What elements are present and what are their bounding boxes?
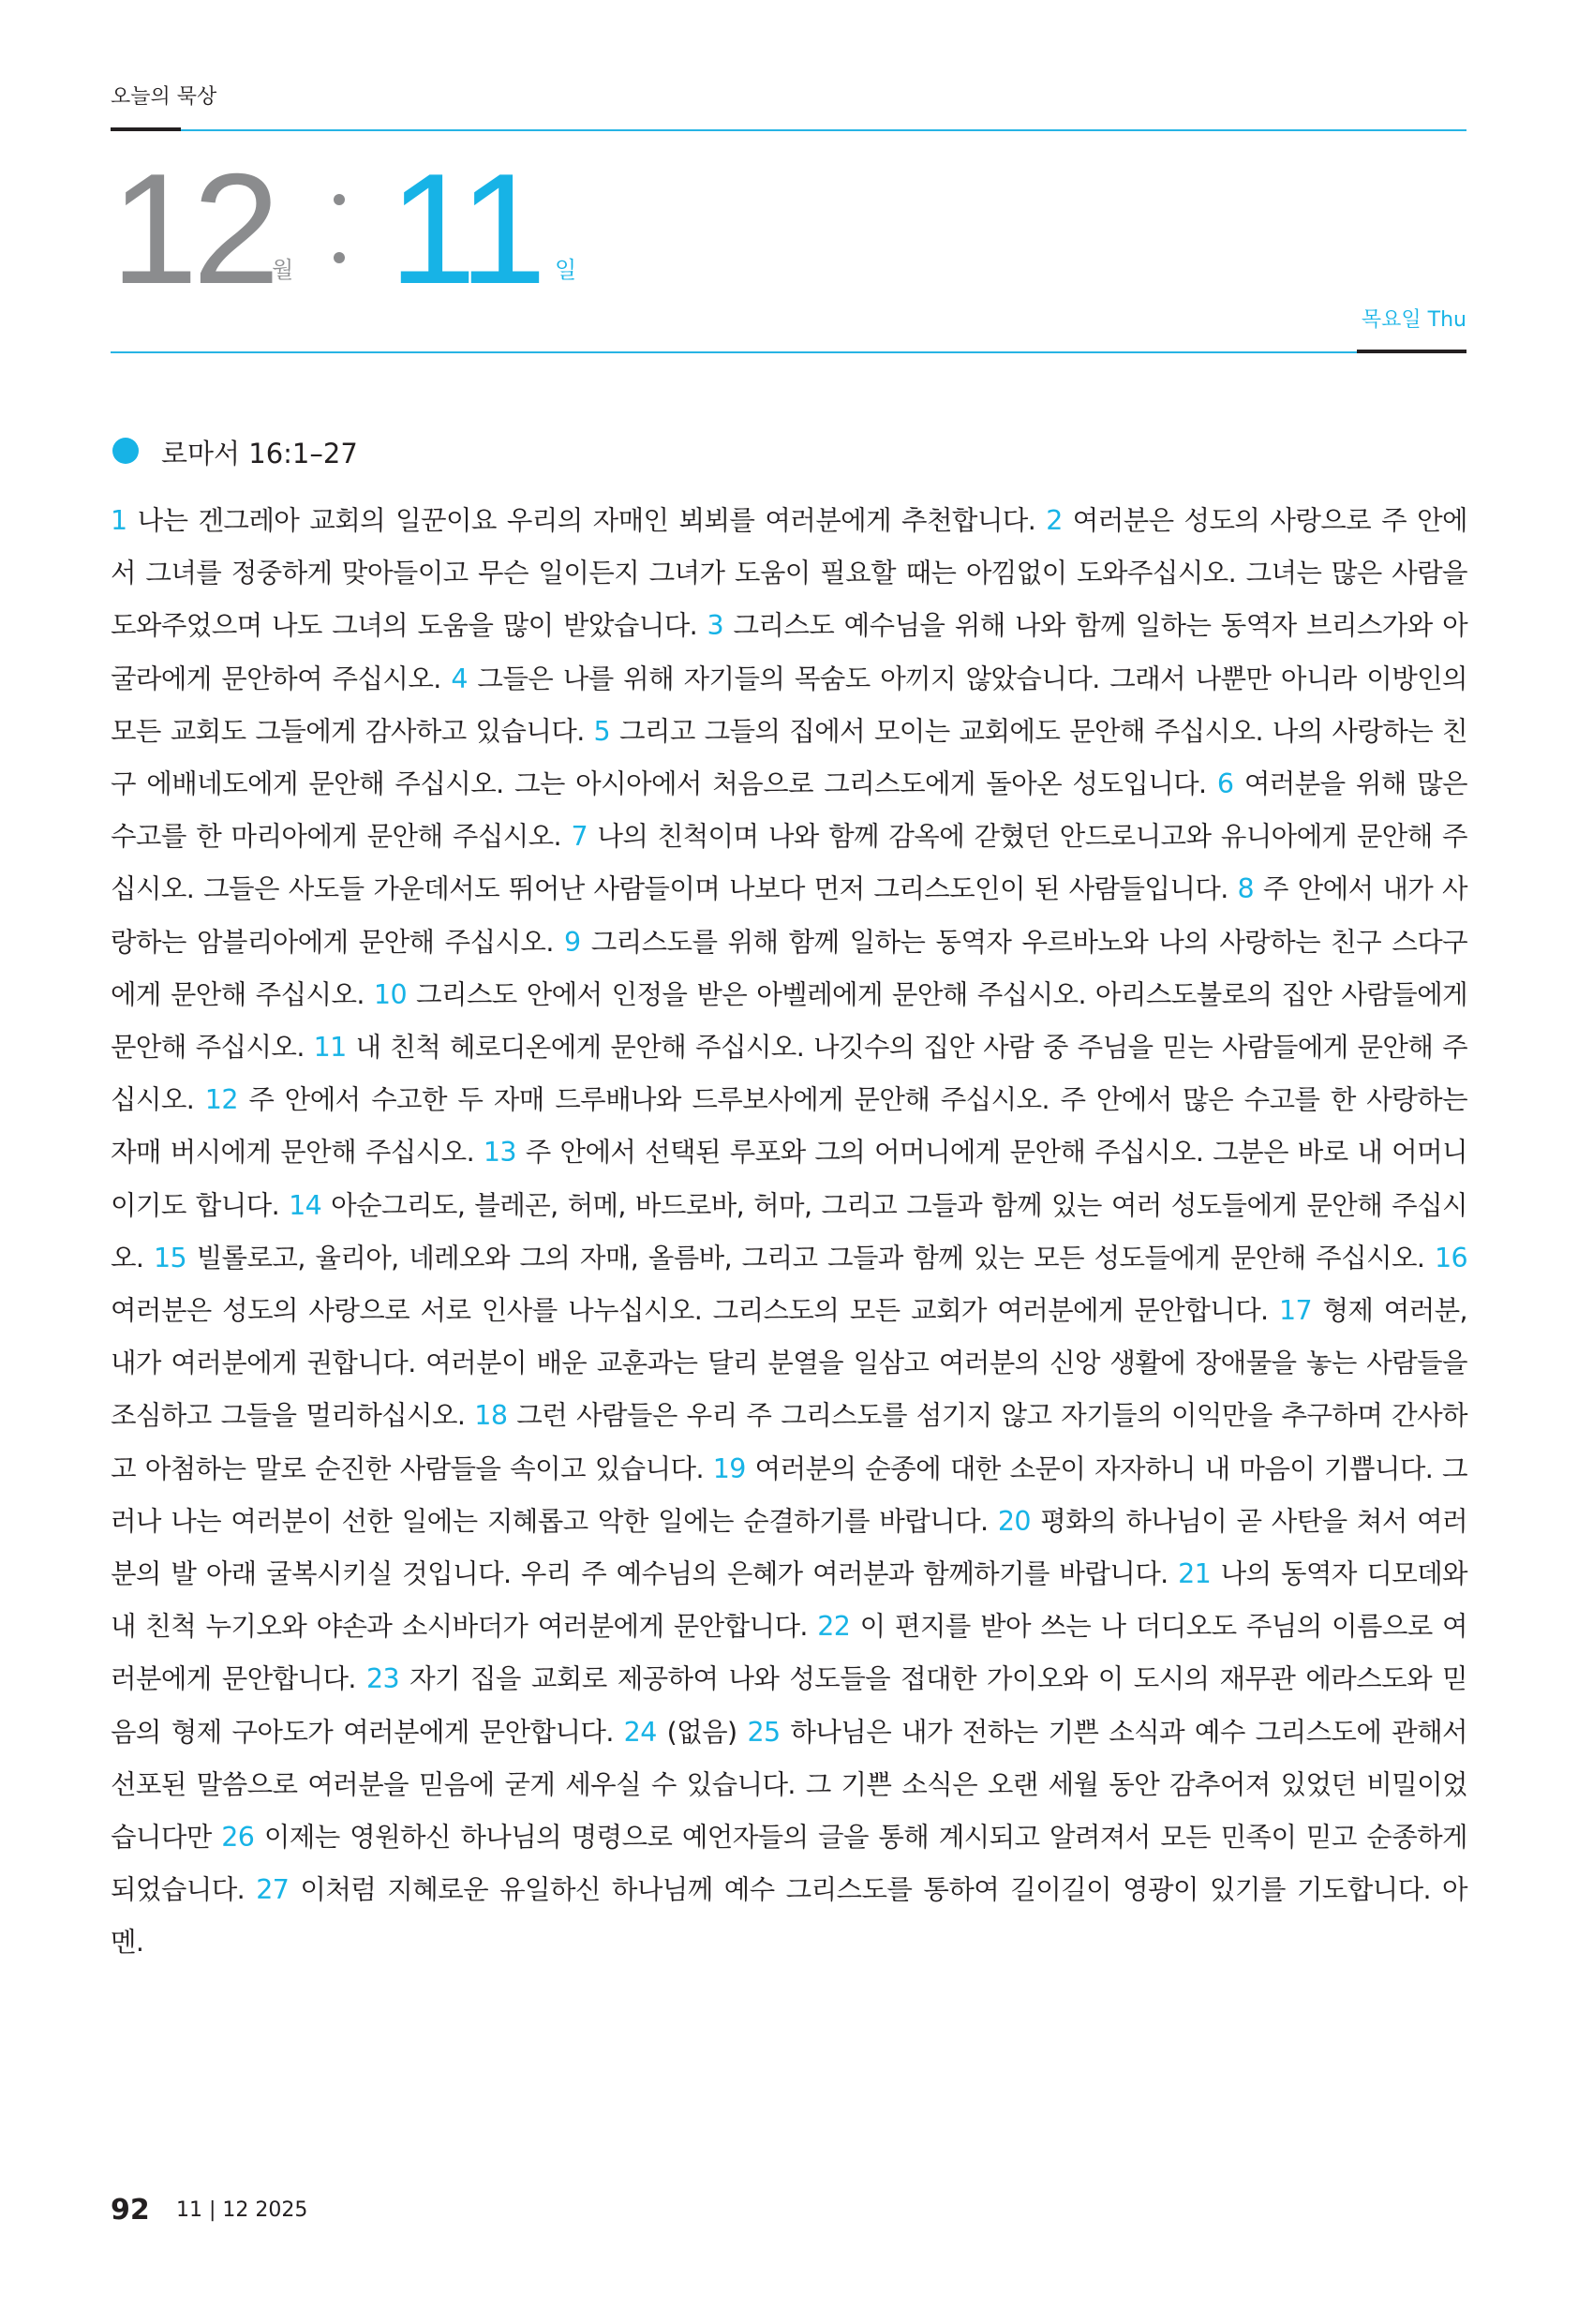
top-rule (181, 129, 1466, 131)
verse-text: 나의 친척이며 나와 함께 감옥에 갇혔던 안드로니고와 유니아에게 문안해 주십시오. 그들은 사도들 가운데서도 뛰어난 사람들이며 나보다 먼저 그리스도인이 된 사람들입니다. (111, 821, 1467, 905)
verse-number: 21 (1178, 1558, 1212, 1590)
verse-number: 2 (1046, 505, 1063, 536)
date-separator (334, 194, 345, 269)
month-unit: 월 (272, 257, 294, 283)
verse-number: 6 (1216, 768, 1234, 800)
verse-text: 그리스도 안에서 인정을 받은 아벨레에게 문안해 주십시오. 아리스도불로의 집안 사람들에게 문안해 주십시오. (111, 978, 1467, 1064)
verse-text: 나의 동역자 디모데와 내 친척 누기오와 야손과 소시바더가 여러분에게 문안합니다. (111, 1558, 1467, 1643)
verse-number: 27 (256, 1874, 290, 1906)
day-unit: 일 (555, 257, 577, 283)
header-rule (111, 351, 1357, 353)
verse-text: 그리고 그들의 집에서 모이는 교회에도 문안해 주십시오. 나의 사랑하는 친구 에배네도에게 문안해 주십시오. 그는 아시아에서 처음으로 그리스도에게 돌아온 성도입니다. (111, 715, 1467, 800)
verse-text: 그리스도 예수님을 위해 나와 함께 일하는 동역자 브리스가와 아굴라에게 문안하여 주십시오. (111, 610, 1468, 694)
verse-number: 25 (747, 1716, 781, 1748)
verse-text: 아순그리도, 블레곤, 허메, 바드로바, 허마, 그리고 그들과 함께 있는 여러 성도들에게 문안해 주십시오. (111, 1189, 1467, 1274)
top-rule-accent (111, 127, 181, 131)
verse-number: 9 (564, 926, 581, 958)
verse-number: 20 (997, 1505, 1031, 1537)
verse-number: 4 (451, 663, 468, 694)
verse-number: 3 (707, 610, 724, 642)
scripture-reference: 로마서 16:1–27 (161, 438, 358, 469)
verse-number: 7 (571, 821, 588, 853)
verse-text: 여러분은 성도의 사랑으로 서로 인사를 나누십시오. 그리스도의 모든 교회가 여러분에게 문안합니다. (111, 1295, 1269, 1327)
verse-text: 주 안에서 내가 사랑하는 암블리아에게 문안해 주십시오. (111, 873, 1467, 958)
verse-text: 내 친척 헤로디온에게 문안해 주십시오. 나깃수의 집안 사람 중 주님을 믿는 사람들에게 문안해 주십시오. (111, 1032, 1468, 1116)
verse-number: 22 (817, 1611, 851, 1643)
separator-dot-top (334, 194, 345, 205)
date-day: 11 (389, 141, 542, 317)
verse-text: 이처럼 지혜로운 유일하신 하나님께 예수 그리스도를 통하여 길이길이 영광이 있기를 기도합니다. 아멘. (111, 1874, 1467, 1959)
verse-text: 평화의 하나님이 곧 사탄을 쳐서 여러분의 발 아래 굴복시키실 것입니다. 우리 주 예수님의 은혜가 여러분과 함께하기를 바랍니다. (111, 1505, 1467, 1590)
verse-number: 1 (111, 505, 127, 536)
verse-number: 18 (474, 1400, 508, 1432)
page-number: 92 (111, 2194, 150, 2227)
issue-label: 11 | 12 2025 (176, 2198, 308, 2222)
verse-text: 여러분을 위해 많은 수고를 한 마리아에게 문안해 주십시오. (111, 768, 1467, 853)
weekday-label: 목요일 Thu (1361, 308, 1466, 332)
section-title: 오늘의 묵상 (111, 85, 217, 109)
verse-text: 형제 여러분, 내가 여러분에게 권합니다. 여러분이 배운 교훈과는 달리 분열을 일삼고 여러분의 신앙 생활에 장애물을 놓는 사람들을 조심하고 그들을 멀리하십시오. (111, 1295, 1468, 1432)
verse-text: 나는 겐그레아 교회의 일꾼이요 우리의 자매인 뵈뵈를 여러분에게 추천합니다. (137, 505, 1036, 536)
verse-number: 15 (153, 1242, 187, 1274)
verse-text: 자기 집을 교회로 제공하여 나와 성도들을 접대한 가이오와 이 도시의 재무관 에라스도와 믿음의 형제 구아도가 여러분에게 문안합니다. (111, 1663, 1467, 1748)
verse-text: 주 안에서 수고한 두 자매 드루배나와 드루보사에게 문안해 주십시오. 주 안에서 많은 수고를 한 사랑하는 자매 버시에게 문안해 주십시오. (111, 1084, 1467, 1169)
verse-number: 16 (1434, 1242, 1468, 1274)
scripture-passage (111, 495, 1467, 1970)
verse-text: 그리스도를 위해 함께 일하는 동역자 우르바노와 나의 사랑하는 친구 스다구에게 문안해 주십시오. (111, 926, 1467, 1010)
verse-number: 10 (373, 978, 407, 1010)
verse-number: 12 (204, 1084, 238, 1116)
verse-text: 빌롤로고, 율리아, 네레오와 그의 자매, 올름바, 그리고 그들과 함께 있는 모든 성도들에게 문안해 주십시오. (196, 1242, 1425, 1274)
verse-number: 5 (593, 715, 611, 747)
verse-text: 이제는 영원하신 하나님의 명령으로 예언자들의 글을 통해 계시되고 알려져서 모든 민족이 믿고 순종하게 되었습니다. (111, 1822, 1467, 1906)
verse-number: 24 (623, 1716, 657, 1748)
verse-number: 26 (221, 1822, 255, 1854)
header-rule-accent (1357, 350, 1466, 353)
verse-number: 13 (483, 1137, 516, 1169)
verse-text: 그런 사람들은 우리 주 그리스도를 섬기지 않고 자기들의 이익만을 추구하며 간사하고 아첨하는 말로 순진한 사람들을 속이고 있습니다. (111, 1400, 1467, 1484)
separator-dot-bottom (334, 252, 345, 263)
bullet-dot-icon (112, 438, 139, 464)
verse-text: 주 안에서 선택된 루포와 그의 어머니에게 문안해 주십시오. 그분은 바로 내 어머니이기도 합니다. (111, 1137, 1467, 1221)
verse-text: 그들은 나를 위해 자기들의 목숨도 아끼지 않았습니다. 그래서 나뿐만 아니라 이방인의 모든 교회도 그들에게 감사하고 있습니다. (111, 663, 1467, 747)
verse-text: 하나님은 내가 전하는 기쁜 소식과 예수 그리스도에 관해서 선포된 말씀으로 여러분을 믿음에 굳게 세우실 수 있습니다. 그 기쁜 소식은 오랜 세월 동안 감추어져 있었던 비밀이었습니다만 (111, 1716, 1467, 1854)
verse-number: 23 (365, 1663, 400, 1695)
date-month: 12 (111, 141, 275, 317)
verse-number: 8 (1237, 873, 1255, 905)
verse-number: 19 (712, 1452, 746, 1484)
verse-text: 여러분의 순종에 대한 소문이 자자하니 내 마음이 기쁩니다. 그러나 나는 여러분이 선한 일에는 지혜롭고 악한 일에는 순결하기를 바랍니다. (111, 1452, 1467, 1537)
verse-number: 14 (289, 1189, 322, 1221)
verse-number: 17 (1278, 1295, 1313, 1327)
verse-text: (없음) (666, 1716, 737, 1748)
verse-text: 여러분은 성도의 사랑으로 주 안에서 그녀를 정중하게 맞아들이고 무슨 일이든지 그녀가 도움이 필요할 때는 아낌없이 도와주십시오. 그녀는 많은 사람을 도와주었으며 나도 그녀의 도움을 많이 받았습니다. (111, 505, 1467, 642)
verse-text: 이 편지를 받아 쓰는 나 더디오도 주님의 이름으로 여러분에게 문안합니다. (111, 1611, 1467, 1695)
verse-number: 11 (313, 1032, 347, 1064)
